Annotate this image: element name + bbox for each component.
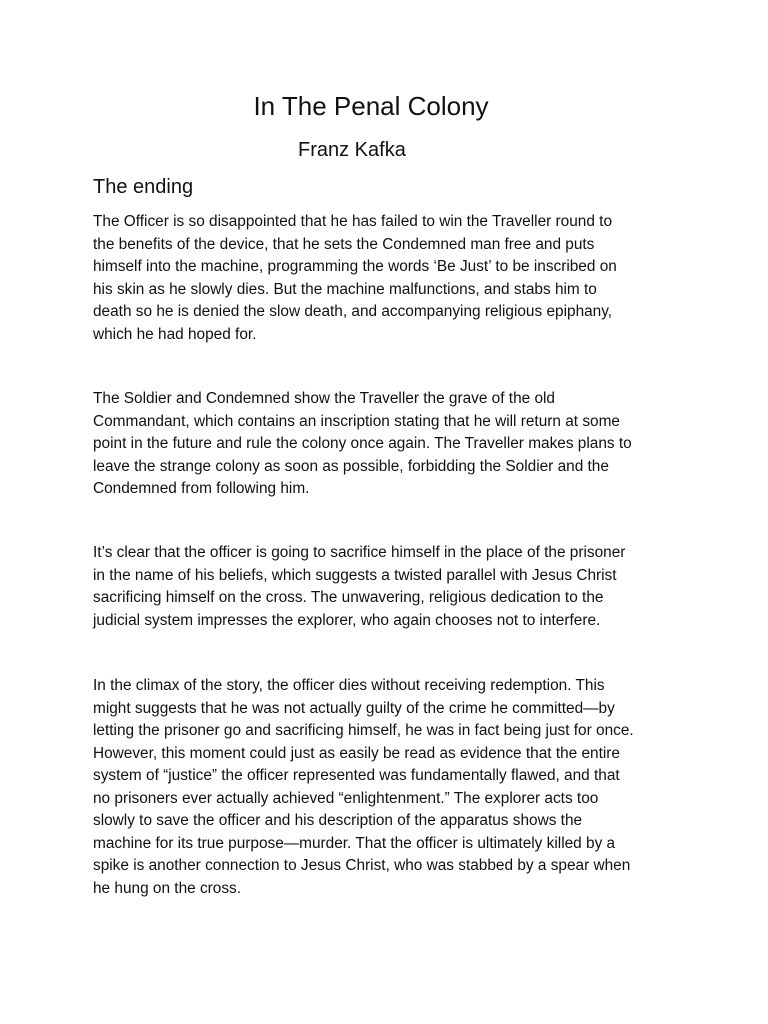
paragraph-line: Commandant, which contains an inscription stating that he will return at some: [93, 412, 620, 430]
paragraph-line: the benefits of the device, that he sets the Condemned man free and puts: [93, 235, 595, 253]
paragraph-4: [93, 675, 683, 900]
paragraph-line: in the name of his beliefs, which suggests a twisted parallel with Jesus Christ: [93, 566, 617, 584]
paragraph-1: [93, 211, 683, 346]
paragraph-line: system of “justice” the officer represented was fundamentally flawed, and that: [93, 767, 620, 784]
paragraph-line: his skin as he slowly dies. But the machine malfunctions, and stabs him to: [93, 280, 597, 298]
paragraph-line: point in the future and rule the colony once again. The Traveller makes plans to: [93, 435, 632, 452]
paragraph-line: which he had hoped for.: [93, 325, 257, 343]
paragraph-line: The Officer is so disappointed that he has failed to win the Traveller round to: [93, 213, 613, 230]
paragraph-line: judicial system impresses the explorer, who again chooses not to interfere.: [93, 611, 601, 629]
paragraph-line: slowly to save the officer and his description of the apparatus shows the: [93, 812, 583, 829]
section-heading: The ending: [93, 176, 194, 198]
paragraph-line: leave the strange colony as soon as possible, forbidding the Soldier and the: [93, 457, 609, 475]
paragraph-line: However, this moment could just as easily be read as evidence that the entire: [93, 744, 620, 762]
paragraph-line: sacrificing himself on the cross. The unwavering, religious dedication to the: [93, 589, 604, 606]
paragraph-line: The Soldier and Condemned show the Traveller the grave of the old: [93, 390, 555, 407]
paragraph-line: machine for its true purpose—murder. That the officer is ultimately killed by a: [93, 834, 616, 852]
paragraph-line: he hung on the cross.: [93, 879, 242, 897]
paragraph-line: no prisoners ever actually achieved “enlightenment.” The explorer acts too: [93, 789, 599, 807]
paragraph-line: death so he is denied the slow death, and accompanying religious epiphany,: [93, 303, 613, 320]
document-author: Franz Kafka: [298, 139, 406, 161]
paragraph-line: letting the prisoner go and sacrificing himself, he was in fact being just for once.: [93, 722, 634, 739]
paragraph-line: It’s clear that the officer is going to sacrifice himself in the place of the prisoner: [93, 544, 626, 561]
paragraph-line: might suggests that he was not actually guilty of the crime he committed—by: [93, 699, 615, 717]
paragraph-line: In the climax of the story, the officer dies without receiving redemption. This: [93, 677, 605, 694]
paragraph-2: [93, 388, 683, 501]
paragraph-line: himself into the machine, programming the words ‘Be Just’ to be inscribed on: [93, 258, 617, 275]
paragraph-line: spike is another connection to Jesus Christ, who was stabbed by a spear when: [93, 857, 631, 874]
paragraph-3: [93, 542, 683, 632]
paragraph-line: Condemned from following him.: [93, 480, 310, 497]
document-title: In The Penal Colony: [253, 91, 489, 121]
